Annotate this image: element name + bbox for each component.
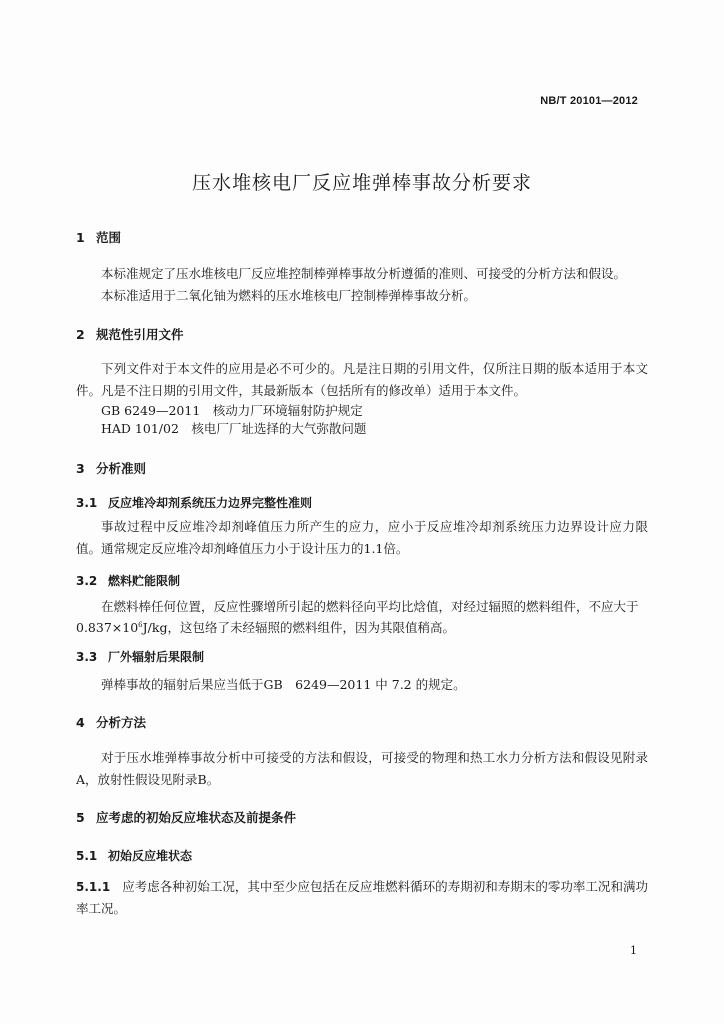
section-number: 2 [76, 327, 85, 342]
section-number: 1 [76, 230, 85, 245]
clause-text: 应考虑各种初始工况，其中至少应包括在反应堆燃料循环的寿期初和寿期末的零功率工况和满功率工况。 [76, 879, 648, 916]
paragraph: 弹棒事故的辐射后果应当低于GB 6249—2011 中 7.2 的规定。 [101, 677, 466, 692]
subsection-title: 反应堆冷却剂系统压力边界完整性准则 [108, 496, 313, 510]
subsection-5-1-heading [76, 847, 192, 864]
section-number: 4 [76, 715, 85, 730]
section-title: 分析准则 [96, 461, 147, 476]
enthalpy-limit-exponent: 6 [138, 621, 143, 629]
subsection-title: 厂外辐射后果限制 [108, 650, 205, 664]
paragraph: 对于压水堆弹棒事故分析中可接受的方法和假设，可接受的物理和热工水力分析方法和假设见附录A，放射性假设见附录B。 [76, 750, 648, 787]
section-number: 5 [76, 810, 85, 825]
paragraph: 下列文件对于本文件的应用是必不可少的。凡是注日期的引用文件，仅所注日期的版本适用于本文件。凡是不注日期的引用文件，其最新版本（包括所有的修改单）适用于本文件。 [76, 361, 648, 398]
section-title: 分析方法 [96, 715, 147, 730]
section-1-heading [76, 228, 121, 246]
section-3-heading [76, 459, 146, 477]
normative-reference: HAD 101/02 核电厂厂址选择的大气弥散问题 [101, 421, 367, 436]
section-2-heading [76, 325, 184, 343]
subsection-3-3-heading [76, 648, 204, 665]
subsection-title: 初始反应堆状态 [108, 849, 193, 863]
document-title: 压水堆核电厂反应堆弹棒事故分析要求 [191, 172, 532, 194]
paragraph: 本标准适用于二氧化铀为燃料的压水堆核电厂控制棒弹棒事故分析。 [101, 288, 477, 303]
paragraph: 在燃料棒任何位置，反应性骤增所引起的燃料径向平均比焓值，对经过辐照的燃料组件，不应大于 [101, 599, 639, 614]
paragraph: 事故过程中反应堆冷却剂峰值压力所产生的应力，应小于反应堆冷却剂系统压力边界设计应力限值。通常规定反应堆冷却剂峰值压力小于设计压力的1.1倍。 [76, 519, 648, 556]
subsection-number: 5.1 [76, 849, 98, 863]
section-title: 应考虑的初始反应堆状态及前提条件 [96, 810, 297, 825]
paragraph-continuation [76, 619, 455, 636]
subsection-title: 燃料贮能限制 [108, 574, 181, 588]
subsection-number: 3.3 [76, 650, 98, 664]
enthalpy-limit-unit: J/kg，这包络了未经辐照的燃料组件，因为其限值稍高。 [142, 620, 455, 635]
page-number: 1 [630, 944, 637, 957]
section-title: 规范性引用文件 [96, 327, 184, 342]
section-5-heading [76, 808, 296, 826]
standard-number: NB/T 20101—2012 [540, 95, 638, 107]
subsection-3-2-heading [76, 572, 180, 589]
section-title: 范围 [96, 230, 122, 245]
enthalpy-limit-base: 0.837×10 [76, 620, 139, 635]
clause-5-1-1 [76, 876, 648, 920]
section-number: 3 [76, 461, 85, 476]
subsection-number: 3.2 [76, 574, 98, 588]
subsection-number: 3.1 [76, 496, 98, 510]
section-4-heading [76, 713, 146, 731]
subsection-3-1-heading [76, 494, 312, 511]
paragraph: 本标准规定了压水堆核电厂反应堆控制棒弹棒事故分析遵循的准则、可接受的分析方法和假设。 [101, 266, 627, 281]
normative-reference: GB 6249—2011 核动力厂环境辐射防护规定 [101, 403, 363, 418]
clause-number: 5.1.1 [76, 880, 111, 894]
